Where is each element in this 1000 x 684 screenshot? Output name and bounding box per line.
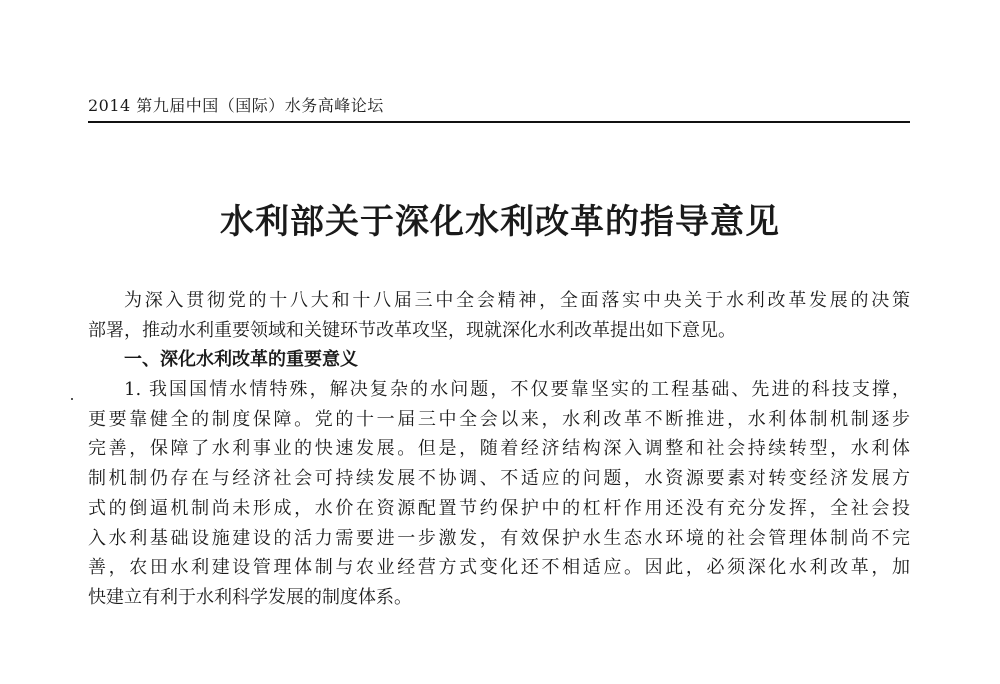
section-heading-paragraph — [88, 345, 910, 375]
running-header: 2014 第九届中国（国际）水务高峰论坛 — [88, 96, 384, 115]
text-line: 为深入贯彻党的十八大和十八届三中全会精神，全面落实中央关于水利改革发展的决策 — [124, 290, 910, 311]
text-line: 善，农田水利建设管理体制与农业经营方式变化还不相适应。因此，必须深化水利改革，加 — [88, 557, 910, 579]
text-line: 1. 我国国情水情特殊，解决复杂的水问题，不仅要靠坚实的工程基础、先进的科技支撑， — [124, 379, 910, 401]
section-heading: 一、深化水利改革的重要意义 — [124, 349, 358, 371]
intro-paragraph — [88, 286, 910, 345]
text-line: 入水利基础设施建设的活力需要进一步激发，有效保护水生态水环境的社会管理体制尚不完 — [88, 527, 910, 549]
text-line: 更要靠健全的制度保障。党的十一届三中全会以来，水利改革不断推进，水利体制机制逐步 — [88, 408, 910, 430]
text-line: 制机制仍存在与经济社会可持续发展不协调、不适应的问题，水资源要素对转变经济发展方 — [88, 468, 910, 490]
document-body — [88, 286, 910, 613]
text-line: 快建立有利于水利科学发展的制度体系。 — [88, 586, 412, 608]
document-title: 水利部关于深化水利改革的指导意见 — [220, 202, 780, 242]
header-rule — [88, 121, 910, 123]
text-line: 部署，推动水利重要领域和关键环节改革攻坚，现就深化水利改革提出如下意见。 — [88, 319, 736, 341]
scan-speck — [71, 398, 73, 400]
paragraph-1 — [88, 375, 910, 613]
text-line: 完善，保障了水利事业的快速发展。但是，随着经济结构深入调整和社会持续转型，水利体 — [88, 438, 910, 460]
text-line: 式的倒逼机制尚未形成，水价在资源配置节约保护中的杠杆作用还没有充分发挥，全社会投 — [88, 497, 910, 519]
